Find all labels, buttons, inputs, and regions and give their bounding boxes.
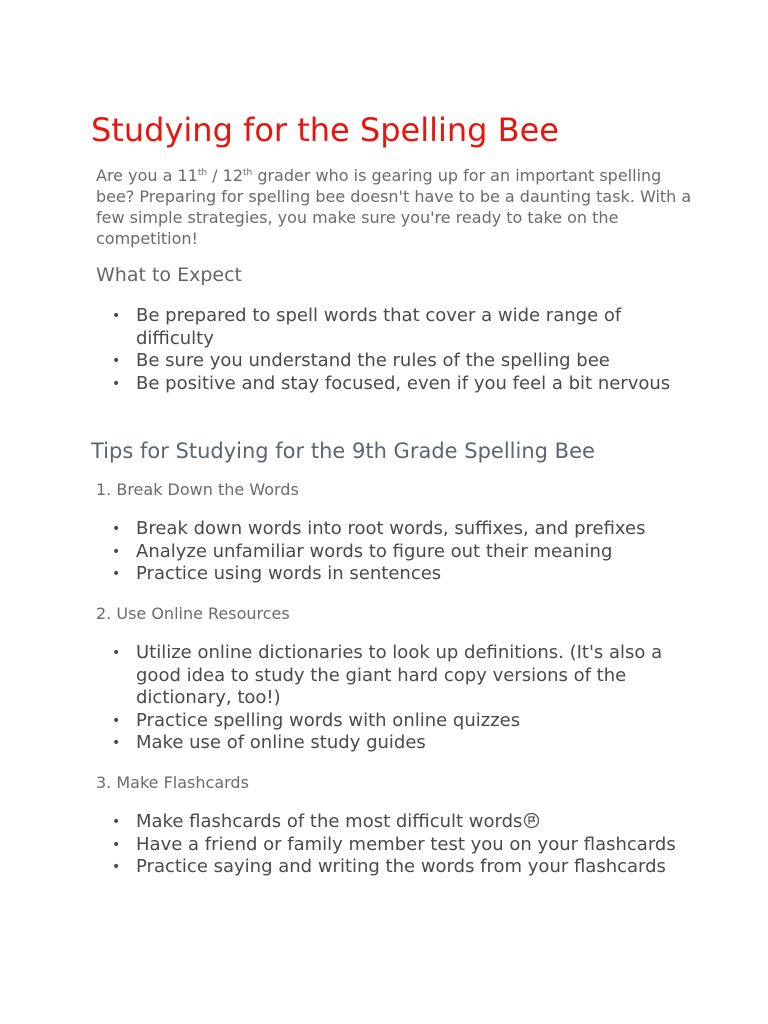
list-item-text: Be positive and stay focused, even if you feel a bit nervous [136,372,671,394]
step-2-list [110,642,690,755]
intro-text-1: Are you a 11 [96,166,198,185]
list-item-text: Be sure you understand the rules of the spelling bee [136,350,610,372]
list-item-text: Practice using words in sentences [136,563,442,585]
bullet-icon: • [112,735,121,752]
bullet-icon: • [112,566,121,583]
bullet-icon: • [112,645,121,661]
list-item-text: Make use of online study guides [136,732,426,754]
tips-heading: Tips for Studying for the 9th Grade Spelling Bee [91,439,595,463]
page-title: Studying for the Spelling Bee [91,111,559,149]
step-2-heading: 2. Use Online Resources [96,604,290,623]
list-item [110,305,690,350]
list-item [110,563,690,586]
list-item-text: Break down words into root words, suffixes, and prefixes [136,518,646,539]
list-item [110,642,690,710]
flag-icon [523,812,540,829]
list-item [110,710,690,733]
intro-superscript-2: th [243,168,253,178]
list-item [110,518,690,541]
list-item [110,732,690,755]
list-item-text: Have a friend or family member test you on your flashcards [136,833,676,855]
bullet-icon: • [112,859,121,876]
bullet-icon: • [112,543,121,560]
list-item [110,811,690,834]
list-item-text: Practice spelling words with online quizzes [136,709,521,731]
list-item [110,541,690,564]
step-1-list [110,518,690,586]
list-item-text: Utilize online dictionaries to look up definitions. (It's also a good idea to study the giant hard copy versions of the dictionary, too!) [136,642,663,709]
list-item-text: Be prepared to spell words that cover a wide range of difficulty [136,305,622,349]
list-item-text: Practice saying and writing the words from your flashcards [136,856,666,878]
intro-text-2: / 12 [207,166,243,185]
step-1-heading: 1. Break Down the Words [96,480,299,499]
list-item [110,350,690,373]
step-3-list [110,811,690,879]
step-3-heading: 3. Make Flashcards [96,773,249,792]
bullet-icon: • [112,353,121,370]
what-to-expect-heading: What to Expect [96,264,242,286]
what-to-expect-list [110,305,690,395]
bullet-icon: • [112,712,121,729]
list-item [110,373,690,396]
list-item-text: Analyze unfamiliar words to figure out their meaning [136,540,613,562]
intro-superscript-1: th [197,168,208,178]
bullet-icon: • [112,521,121,537]
bullet-icon: • [112,814,121,830]
bullet-icon: • [112,308,121,324]
list-item [110,834,690,857]
intro-paragraph [96,165,696,249]
bullet-icon: • [112,836,121,853]
list-item-text: Make flashcards of the most difficult words [136,811,523,832]
list-item [110,856,690,879]
bullet-icon: • [112,375,121,392]
intro-text-3: grader who is gearing up for an important spelling bee? Preparing for spelling bee doesn't have to be a daunting task. With a few simple strategies, you make sure you're ready to take on the competition! [96,166,692,248]
